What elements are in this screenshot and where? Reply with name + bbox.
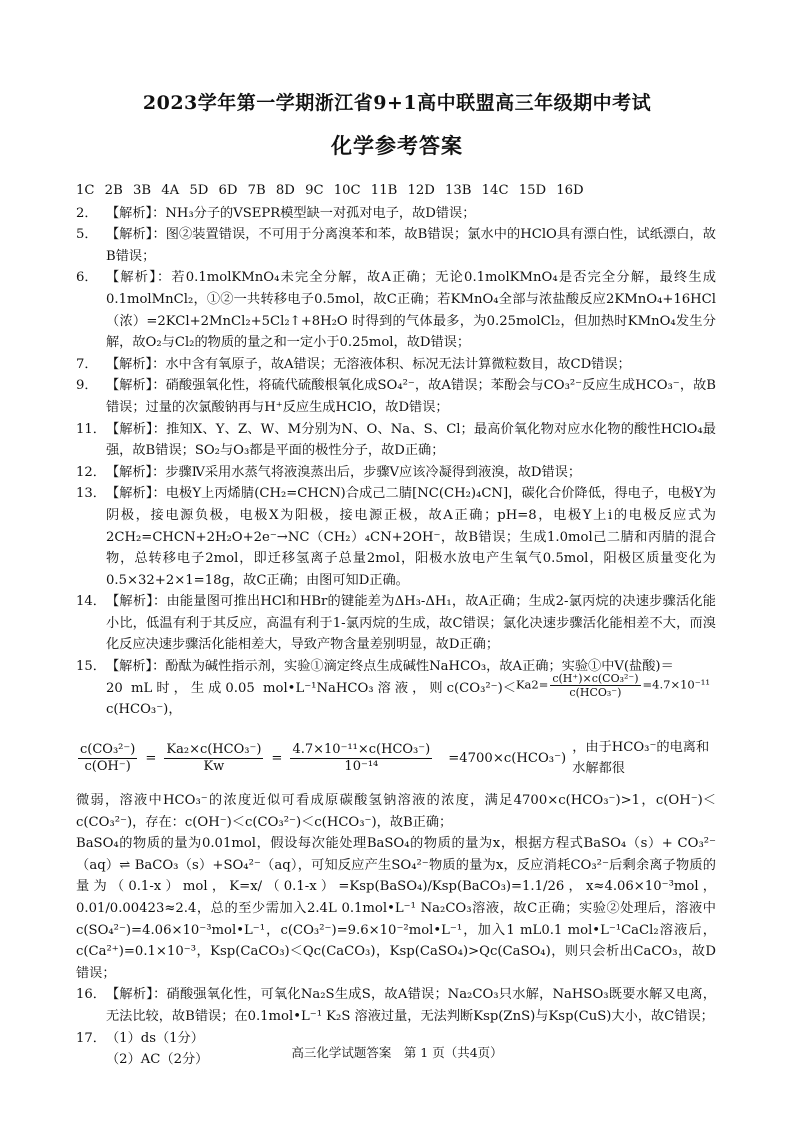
item-number: 14．	[76, 594, 106, 610]
item-number: 17．	[76, 1030, 106, 1046]
q15-line4: BaSO₄的物质的量为0.01mol，假设每次能处理BaSO₄的物质的量为x，根据方程式BaSO₄（s）+ CO₃²⁻（aq）⇌ BaCO₃（s）+SO₄²⁻（aq），可知反应产生SO₄²⁻物质的量为x，反应消耗CO₃²⁻后剩余离子物质的量为（0.1-x）mol，K=x/（0.1-x）=Ksp(BaSO₄)/Ksp(BaCO₃)=1.1/26，x≈4.06×10⁻³mol，0.01/0.00423≈2.4，总的至少需加入2.4L 0.1mol•L⁻¹ Na₂CO₃溶液，故C正确；实验②处理后，溶液中c(SO₄²⁻)=4.06×10⁻³mol•L⁻¹，c(CO₃²⁻)=9.6×10⁻²mol•L⁻¹，加入1 mL0.1 mol•L⁻¹CaCl₂溶液后，c(Ca²⁺)=0.1×10⁻³，Ksp(CaCO₃)＜Qc(CaCO₃)，Ksp(CaSO₄)>Qc(CaSO₄)，则只会析出CaCO₃，故D错误；	[76, 836, 716, 981]
page-title: 化学参考答案	[331, 133, 463, 158]
fraction-ka2-kw: $\frac{\text{Ka₂×c(HCO₃⁻)}}{Kw}$	[166, 741, 262, 774]
item-number: 11．	[76, 421, 106, 437]
item-number: 12．	[76, 464, 106, 480]
explanation-item-15	[76, 656, 716, 721]
item-number: 7．	[76, 356, 98, 372]
explanation-item	[76, 375, 716, 418]
answer-content	[76, 180, 716, 1071]
item-number: 6．	[76, 270, 98, 286]
ka2-value: =4.7×10⁻¹¹	[642, 677, 710, 692]
item-text: 【解析】：若0.1molKMnO₄未完全分解，故A正确；无论0.1molKMnO₄是否完全分解，最终生成0.1molMnCl₂，①②一共转移电子0.5mol，故C正确；若KMnO₄全部与浓盐酸反应2KMnO₄+16HCl（浓）=2KCl+2MnCl₂+5Cl₂↑+8H₂O 时得到的气体最多，为0.25molCl₂，但加热时KMnO₄发生分解，故O₂与Cl₂的物质的量之和一定小于0.25mol，故D错误；	[106, 270, 716, 351]
equation-result: =4700×c(HCO₃⁻)	[448, 750, 567, 766]
explanation-item	[76, 224, 716, 267]
item-number: 15．	[76, 659, 106, 675]
item-text	[106, 656, 716, 721]
item-text: 【解析】：水中含有氧原子，故A错误；无溶液体积、标况无法计算微粒数目，故CD错误；	[106, 356, 631, 372]
item-number: 13．	[76, 486, 106, 502]
item-text: 【解析】：推知X、Y、Z、W、M分别为N、O、Na、S、Cl；最高价氧化物对应水化物的酸性HClO₄最强，故B错误；SO₂与O₃都是平面的极性分子，故D正确；	[106, 421, 716, 459]
item-text: 【解析】：硝酸强氧化性，可氧化Na₂S生成S，故A错误；Na₂CO₃只水解，NaHSO₃既要水解又电离，无法比较，故B错误；在0.1mol•L⁻¹ K₂S 溶液过量，无法判断Ksp(ZnS)与Ksp(CuS)大小，故C错误；	[106, 987, 716, 1024]
item-number: 5．	[76, 227, 98, 243]
exam-title: 2023学年第一学期浙江省9+1高中联盟高三年级期中考试	[142, 92, 652, 114]
q15-line1: 【解析】：酚酞为碱性指示剂，实验①滴定终点生成碱性NaHCO₃，故A正确；实验①中V(盐酸)＝	[106, 659, 674, 675]
q15-line2: 20 mL时，生成0.05 mol•L⁻¹NaHCO₃溶液，则c(CO₃²⁻)＜c(HCO₃⁻)，	[106, 680, 516, 718]
ka2-denominator: c(HCO₃⁻)	[569, 685, 622, 699]
equation-tail: ，由于HCO₃⁻的电离和水解都很	[572, 739, 710, 777]
explanation-item	[76, 354, 716, 376]
explanation-item	[76, 483, 716, 591]
ka2-numerator: c(H⁺)×c(CO₃²⁻)	[552, 671, 639, 685]
item-text: 【解析】：图②装置错误，不可用于分离溴苯和苯，故B错误；氯水中的HClO具有漂白性，试纸漂白，故B错误；	[106, 227, 716, 264]
item-text: 【解析】：NH₃分子的VSEPR模型缺一对孤对电子，故D错误；	[106, 205, 476, 221]
ratio-equation: $\frac{\text{c(CO₃²⁻)}}{c(OH^-)}$ = $\frac{\text{Ka₂×c(HCO₃⁻)}}{Kw}$ = $\frac{\text{4.7×10⁻¹¹×c(HCO₃⁻)}}{\text{10⁻¹⁴}}$ =4700×c(HCO₃⁻) ，由于HCO₃⁻的电离和水解都很	[76, 737, 716, 780]
q17-sub1: （1）ds（1分）	[106, 1030, 204, 1046]
ka2-formula	[516, 672, 710, 699]
item-text: 【解析】：由能量图可推出HCl和HBr的键能差为ΔH₃-ΔH₁，故A正确；生成2-氯丙烷的决速步骤活化能小比，低温有利于其反应，高温有利于1-氯丙烷的生成，故C错误；氯化决速步骤活化能相差不大，而溴化反应决速步骤活化能相差大，导致产物含量差别明显，故D正确；	[106, 594, 716, 653]
item-text: 【解析】：硝酸强氧化性，将硫代硫酸根氧化成SO₄²⁻，故A错误；苯酚会与CO₃²⁻反应生成HCO₃⁻，故B错误；过量的次氯酸钠再与H⁺反应生成HClO，故D错误；	[106, 378, 716, 415]
explanation-item	[76, 267, 716, 353]
explanation-item	[76, 462, 716, 484]
item-text: 【解析】：步骤Ⅳ采用水蒸气将液溴蒸出后，步骤Ⅴ应该冷凝得到液溴，故D错误；	[106, 464, 582, 480]
ka2-fraction	[550, 672, 640, 699]
item-number: 2．	[76, 205, 98, 221]
q17-sub2: （2）AC（2分）	[106, 1052, 209, 1068]
item-number: 16．	[76, 987, 106, 1003]
fraction-co3-oh: $\frac{\text{c(CO₃²⁻)}}{c(OH^-)}$	[80, 741, 136, 774]
ka2-label: Ka2=	[515, 677, 549, 692]
answer-key-line: 1C 2B 3B 4A 5D 6D 7B 8D 9C 10C 11B 12D 13B 14C 15D 16D	[76, 183, 584, 198]
explanation-item	[76, 203, 716, 225]
explanation-item	[76, 591, 716, 656]
fraction-numeric: $\frac{\text{4.7×10⁻¹¹×c(HCO₃⁻)}}{\text{10⁻¹⁴}}$	[292, 741, 431, 774]
item-number: 9．	[76, 378, 98, 394]
page-footer: 高三化学试题答案 第 1 页（共4页）	[291, 1045, 503, 1060]
item-text: 【解析】：电极Y上丙烯腈(CH₂=CHCN)合成己二腈[NC(CH₂)₄CN]，碳化合价降低，得电子，电极Y为阴极，接电源负极，电极X为阳极，接电源正极，故A正确；pH=8，电极Y上i的电极反应式为2CH₂=CHCN+2H₂O+2e⁻→NC（CH₂）₄CN+2OH⁻，故B错误；生成1.0mol己二腈和丙腈的混合物，总转移电子2mol，即迁移氢离子总量2mol，阳极水放电产生氧气0.5mol，阳极区质量变化为0.5×32+2×1=18g，故C正确；由图可知D正确。	[106, 486, 716, 588]
q15-line3: 微弱，溶液中HCO₃⁻的浓度近似可看成原碳酸氢钠溶液的浓度，满足4700×c(HCO₃⁻)>1，c(OH⁻)＜c(CO₃²⁻)，存在：c(OH⁻)＜c(CO₃²⁻)＜c(HCO₃⁻)，故B正确；	[76, 793, 716, 830]
explanation-item	[76, 419, 716, 462]
explanation-item-16	[76, 984, 716, 1027]
